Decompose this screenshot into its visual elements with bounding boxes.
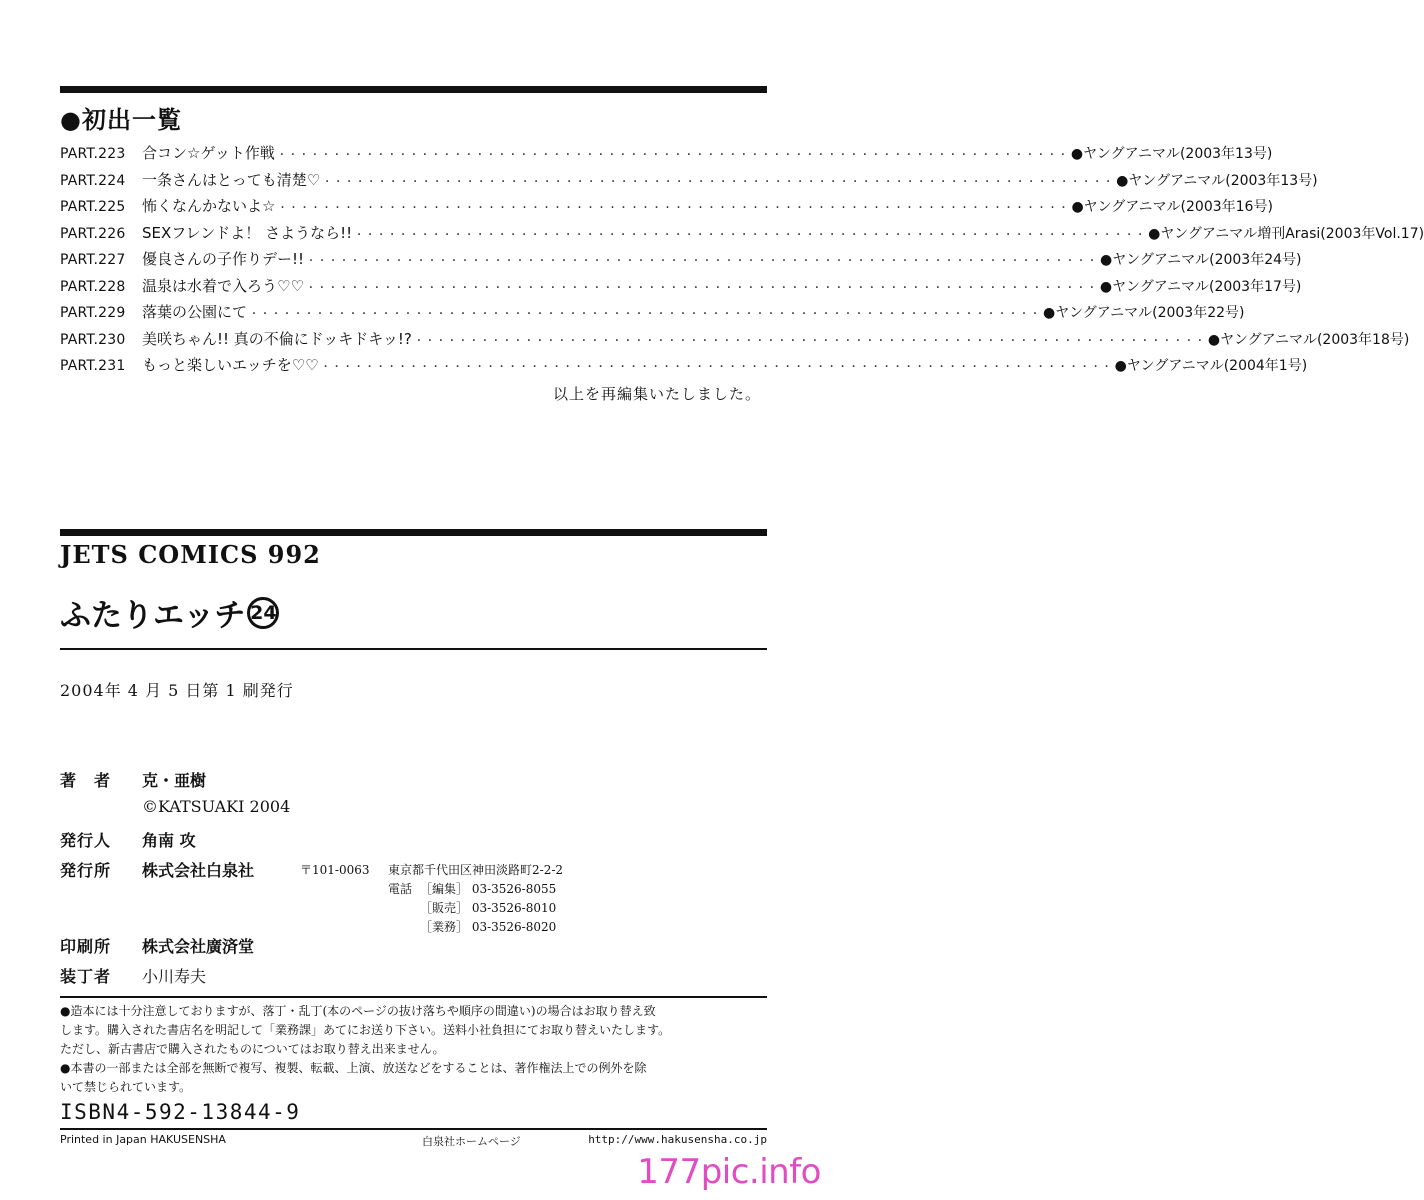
- watermark: 177pic.info: [637, 1152, 821, 1192]
- publisher-name: 角南 攻: [142, 831, 196, 850]
- toc-title: 落葉の公園にて: [142, 303, 248, 321]
- toc-row: [60, 275, 1302, 302]
- toc-source: ●ヤングアニマル(2003年16号): [1071, 199, 1273, 215]
- author-name: 克・亜樹: [142, 771, 207, 790]
- notices: [60, 1002, 770, 1097]
- toc-row: [60, 195, 1273, 222]
- toc-source: ●ヤングアニマル(2003年17号): [1099, 278, 1302, 295]
- toc-leader: ・・・・・・・・・・・・・・・・・・・・・・・・・・・・・・・・・・・・・・・・・・・・・・・・・・・・・・・・・・・・・・・・・・・・・・・・: [413, 335, 1206, 347]
- top-rule: [60, 86, 767, 93]
- colophon-rule: [60, 529, 767, 536]
- toc-list: [60, 142, 1424, 381]
- volume-number: 24: [247, 597, 279, 629]
- notice-line: ●本書の一部または全部を無断で複写、複製、転載、上演、放送などをすることは、著作権法上での例外を除: [60, 1061, 647, 1075]
- toc-part: PART.231: [60, 358, 126, 374]
- toc-row: [60, 248, 1302, 275]
- toc-heading: ●初出一覧: [60, 106, 182, 134]
- toc-part: PART.226: [60, 225, 126, 242]
- toc-row: [60, 328, 1410, 355]
- toc-part: PART.223: [60, 146, 126, 162]
- toc-row: [60, 142, 1273, 169]
- book-title-text: ふたりエッチ: [60, 598, 246, 634]
- publisher-label: 発行人: [60, 831, 112, 850]
- notice-line: します。購入された書店名を明記して「業務課」あてにお送り下さい。送料小社負担にてお取り替えいたします。: [60, 1023, 671, 1037]
- toc-source: ●ヤングアニマル(2003年18号): [1207, 331, 1410, 348]
- toc-source: ●ヤングアニマル増刊Arasi(2003年Vol.17): [1148, 225, 1424, 242]
- toc-note: 以上を再編集いたしました。: [552, 385, 761, 403]
- homepage-url[interactable]: http://www.hakusensha.co.jp: [588, 1133, 767, 1146]
- toc-title: もっと楽しいエッチを♡♡: [142, 356, 319, 374]
- homepage-label: 白泉社ホームページ: [422, 1135, 521, 1148]
- toc-title: 怖くなんかないよ☆: [142, 197, 276, 215]
- designer-name: 小川寿夫: [142, 967, 207, 986]
- company-label: 発行所: [60, 861, 112, 880]
- toc-leader: ・・・・・・・・・・・・・・・・・・・・・・・・・・・・・・・・・・・・・・・・・・・・・・・・・・・・・・・・・・・・・・・・・・・・・・・・: [322, 176, 1115, 188]
- series-name: JETS COMICS 992: [60, 540, 321, 569]
- toc-title: 温泉は水着で入ろう♡♡: [142, 276, 304, 295]
- tel-sales: ［販売］ 03-3526-8010: [420, 901, 557, 915]
- toc-part: PART.227: [60, 252, 126, 268]
- copyright: ©KATSUAKI 2004: [142, 797, 291, 816]
- toc-part: PART.229: [60, 305, 126, 321]
- publish-date: 2004年 4 月 5 日第 1 刷発行: [60, 681, 294, 700]
- toc-source: ●ヤングアニマル(2004年1号): [1114, 358, 1308, 374]
- postal-code: 〒101-0063: [300, 863, 370, 877]
- toc-part: PART.224: [60, 172, 126, 189]
- address: 東京都千代田区神田淡路町2-2-2: [388, 863, 564, 877]
- designer-label: 装丁者: [60, 967, 112, 986]
- printer-label: 印刷所: [60, 937, 112, 956]
- book-title: [60, 590, 279, 635]
- notices-rule: [60, 996, 767, 998]
- company-name: 株式会社白泉社: [142, 861, 255, 880]
- toc-source: ●ヤングアニマル(2003年13号): [1070, 146, 1273, 162]
- tel-editorial: ［編集］ 03-3526-8055: [420, 882, 557, 896]
- notice-line: ただし、新古書店で購入されたものについてはお取り替え出来ません。: [60, 1042, 445, 1056]
- toc-leader: ・・・・・・・・・・・・・・・・・・・・・・・・・・・・・・・・・・・・・・・・・・・・・・・・・・・・・・・・・・・・・・・・・・・・・・・・: [305, 282, 1098, 294]
- footer-rule: [60, 1128, 767, 1130]
- toc-title: 合コン☆ゲット作戦: [142, 144, 275, 162]
- toc-leader: ・・・・・・・・・・・・・・・・・・・・・・・・・・・・・・・・・・・・・・・・・・・・・・・・・・・・・・・・・・・・・・・・・・・・・・・・: [306, 256, 1099, 267]
- title-rule: [60, 648, 767, 650]
- toc-part: PART.228: [60, 278, 126, 295]
- toc-title: 優良さんの子作りデー!!: [142, 250, 305, 268]
- notice-line: いて禁じられています。: [60, 1080, 192, 1094]
- tel-label: 電話: [388, 882, 413, 896]
- toc-row: [60, 354, 1308, 381]
- toc-row: [60, 169, 1318, 196]
- printer-name: 株式会社廣済堂: [142, 937, 255, 956]
- toc-title: SEXフレンドよ！ さようなら!!: [142, 223, 353, 242]
- toc-leader: ・・・・・・・・・・・・・・・・・・・・・・・・・・・・・・・・・・・・・・・・・・・・・・・・・・・・・・・・・・・・・・・・・・・・・・・・: [354, 229, 1147, 241]
- toc-leader: ・・・・・・・・・・・・・・・・・・・・・・・・・・・・・・・・・・・・・・・・・・・・・・・・・・・・・・・・・・・・・・・・・・・・・・・・: [276, 150, 1069, 161]
- toc-source: ●ヤングアニマル(2003年24号): [1100, 252, 1302, 268]
- toc-title: 美咲ちゃん!! 真の不倫にドッキドキッ!?: [142, 329, 412, 348]
- printed-in: Printed in Japan HAKUSENSHA: [60, 1133, 226, 1146]
- author-label: 著 者: [60, 771, 112, 790]
- toc-row: [60, 222, 1424, 249]
- toc-title: 一条さんはとっても清楚♡: [142, 170, 321, 189]
- toc-source: ●ヤングアニマル(2003年22号): [1043, 305, 1245, 321]
- isbn: ISBN4-592-13844-9: [60, 1100, 301, 1124]
- toc-part: PART.230: [60, 331, 126, 348]
- toc-part: PART.225: [60, 199, 126, 215]
- toc-leader: ・・・・・・・・・・・・・・・・・・・・・・・・・・・・・・・・・・・・・・・・・・・・・・・・・・・・・・・・・・・・・・・・・・・・・・・・: [320, 362, 1113, 373]
- tel-business: ［業務］ 03-3526-8020: [420, 920, 557, 934]
- notice-line: ●造本には十分注意しておりますが、落丁・乱丁(本のページの抜け落ちや順序の間違い)の場合はお取り替え致: [60, 1004, 656, 1018]
- toc-source: ●ヤングアニマル(2003年13号): [1116, 172, 1318, 189]
- toc-row: [60, 301, 1245, 328]
- toc-leader: ・・・・・・・・・・・・・・・・・・・・・・・・・・・・・・・・・・・・・・・・・・・・・・・・・・・・・・・・・・・・・・・・・・・・・・・・: [277, 203, 1070, 214]
- toc-leader: ・・・・・・・・・・・・・・・・・・・・・・・・・・・・・・・・・・・・・・・・・・・・・・・・・・・・・・・・・・・・・・・・・・・・・・・・: [249, 309, 1042, 320]
